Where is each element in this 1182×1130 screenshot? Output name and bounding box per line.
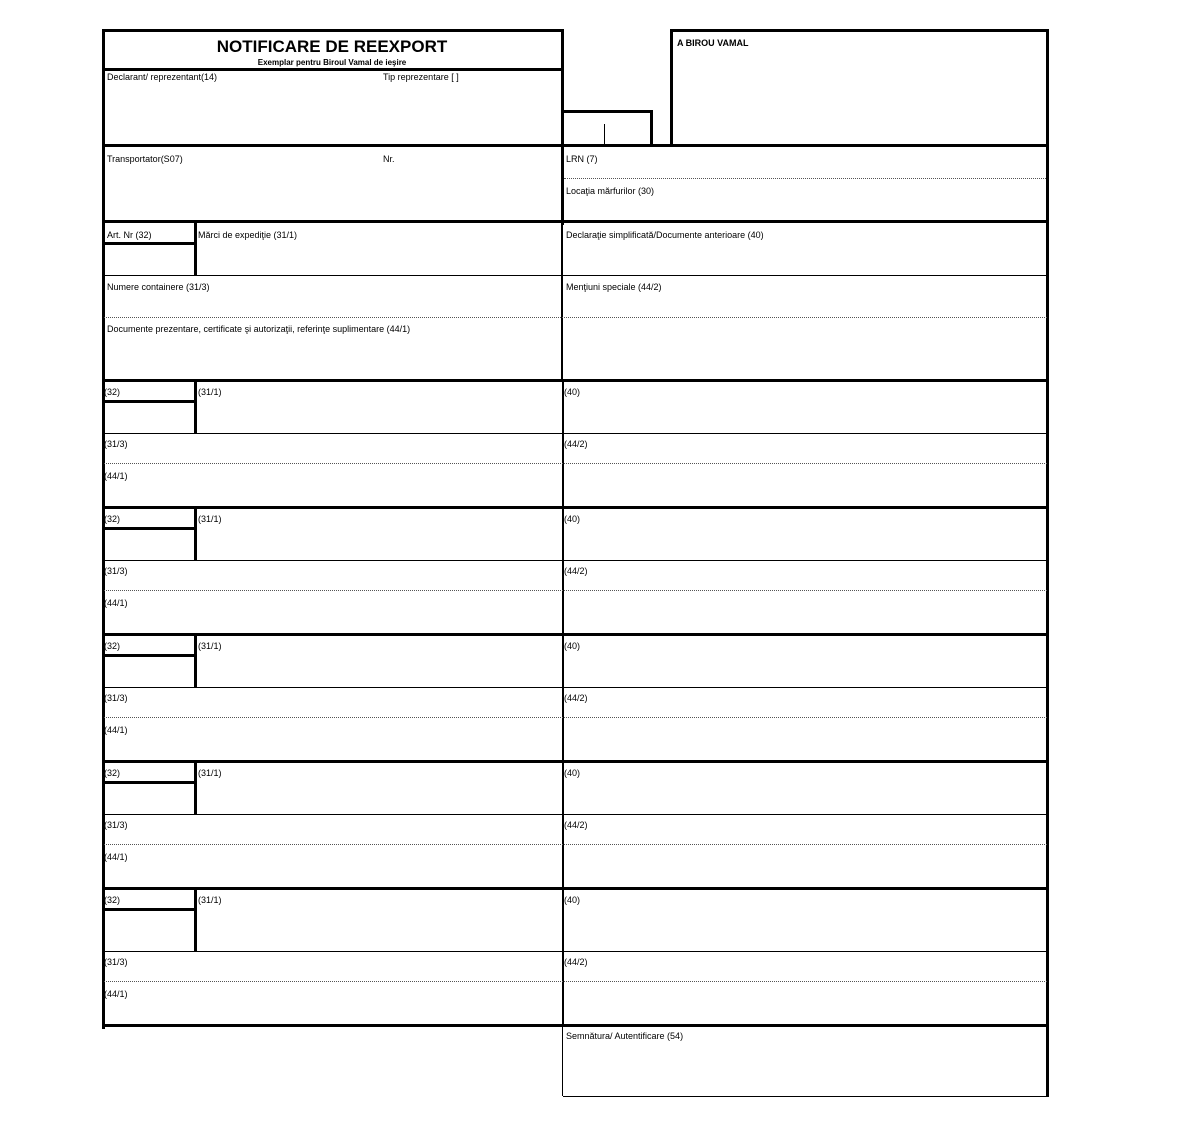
item-bottom-border <box>102 633 1049 636</box>
item-40-field[interactable] <box>566 779 1042 811</box>
transport-bottom <box>102 220 1049 223</box>
item-441-right-field[interactable] <box>566 723 1042 757</box>
carrier-field[interactable] <box>106 165 558 217</box>
office-border-left <box>670 29 673 147</box>
item-441-label: (44/1) <box>104 598 128 608</box>
item-32-underline <box>102 527 196 530</box>
office-border-top <box>670 29 1049 32</box>
office-label: A BIROU VAMAL <box>677 38 749 48</box>
art-label: Art. Nr (32) <box>107 230 152 240</box>
item-32-underline <box>102 400 196 403</box>
item-40-field[interactable] <box>566 906 1042 948</box>
item-311-label: (31/1) <box>198 895 222 905</box>
small-box-right <box>650 110 653 147</box>
item-313-label: (31/3) <box>104 439 128 449</box>
item-32-underline <box>102 908 196 911</box>
item-311-label: (31/1) <box>198 641 222 651</box>
item-40-label: (40) <box>564 768 581 778</box>
art-divider <box>194 222 197 275</box>
item-40-label: (40) <box>564 387 581 397</box>
lrn-field[interactable] <box>566 165 1042 177</box>
simplified-label: Declaraţie simplificată/Documente anterioare (40) <box>566 230 764 240</box>
item-442-label: (44/2) <box>564 957 588 967</box>
item-40-field[interactable] <box>566 525 1042 557</box>
item-441-label: (44/1) <box>104 471 128 481</box>
title-divider <box>102 68 564 71</box>
containers-label: Numere containere (31/3) <box>107 282 210 292</box>
mid-border-top <box>561 29 564 225</box>
signature-field[interactable] <box>566 1043 1042 1093</box>
item-bottom-border <box>102 1024 1049 1027</box>
lrn-divider <box>564 178 1046 179</box>
special-label: Menţiuni speciale (44/2) <box>566 282 662 292</box>
item-441-label: (44/1) <box>104 725 128 735</box>
signature-left-border <box>562 1026 563 1096</box>
item-313-field[interactable] <box>106 450 558 462</box>
item-313-field[interactable] <box>106 831 558 843</box>
item-442-label: (44/2) <box>564 439 588 449</box>
documents-right-field[interactable] <box>566 322 1042 377</box>
item-313-label: (31/3) <box>104 566 128 576</box>
item-441-field[interactable] <box>106 1000 558 1021</box>
item-313-label: (31/3) <box>104 957 128 967</box>
signature-label: Semnătura/ Autentificare (54) <box>566 1031 684 1041</box>
signature-bottom <box>563 1096 1049 1097</box>
item-32-field[interactable] <box>106 785 192 811</box>
art-field[interactable] <box>106 246 192 273</box>
item-442-field[interactable] <box>566 704 1042 716</box>
item-dotted-line <box>104 981 1047 982</box>
location-field[interactable] <box>566 197 1042 217</box>
item-row1-line <box>104 433 1047 434</box>
item-441-right-field[interactable] <box>566 469 1042 503</box>
documents-field[interactable] <box>106 335 558 377</box>
title-border-top <box>102 29 564 32</box>
special-field[interactable] <box>566 293 1042 315</box>
item-32-label: (32) <box>104 387 121 397</box>
item-header-dots <box>104 317 1047 318</box>
item-32-field[interactable] <box>106 404 192 430</box>
item-313-field[interactable] <box>106 704 558 716</box>
item-441-label: (44/1) <box>104 989 128 999</box>
item-row1-line <box>104 814 1047 815</box>
item-311-field[interactable] <box>198 652 558 684</box>
header-bottom <box>102 144 1049 147</box>
representation-label: Tip reprezentare [ ] <box>383 72 459 82</box>
number-label: Nr. <box>383 154 395 164</box>
item-441-field[interactable] <box>106 609 558 630</box>
item-32-divider <box>194 381 197 433</box>
right-border <box>1046 29 1049 1097</box>
item-313-field[interactable] <box>106 577 558 589</box>
small-box-top <box>564 110 653 113</box>
item-311-label: (31/1) <box>198 514 222 524</box>
item-442-label: (44/2) <box>564 566 588 576</box>
item-311-field[interactable] <box>198 398 558 430</box>
item-header-line1 <box>104 275 1047 276</box>
item-311-label: (31/1) <box>198 387 222 397</box>
item-40-label: (40) <box>564 514 581 524</box>
item-32-label: (32) <box>104 768 121 778</box>
item-311-field[interactable] <box>198 906 558 948</box>
simplified-field[interactable] <box>566 241 1042 273</box>
carrier-label: Transportator(S07) <box>107 154 183 164</box>
item-442-field[interactable] <box>566 450 1042 462</box>
declarant-field[interactable] <box>106 82 558 142</box>
item-311-label: (31/1) <box>198 768 222 778</box>
item-442-field[interactable] <box>566 577 1042 589</box>
item-row1-line <box>104 560 1047 561</box>
item-32-divider <box>194 508 197 560</box>
item-bottom-border <box>102 506 1049 509</box>
item-dotted-line <box>104 590 1047 591</box>
item-313-label: (31/3) <box>104 693 128 703</box>
item-311-field[interactable] <box>198 779 558 811</box>
item-dotted-line <box>104 844 1047 845</box>
item-32-label: (32) <box>104 895 121 905</box>
item-40-field[interactable] <box>566 652 1042 684</box>
item-header-mid <box>561 222 563 382</box>
art-underline <box>102 242 196 245</box>
marks-field[interactable] <box>198 241 558 273</box>
documents-label: Documente prezentare, certificate şi autorizaţii, referinţe suplimentare (44/1) <box>107 324 411 334</box>
marks-label: Mărci de expediţie (31/1) <box>198 230 298 240</box>
item-bottom-border <box>102 887 1049 890</box>
item-311-field[interactable] <box>198 525 558 557</box>
item-32-field[interactable] <box>106 912 192 948</box>
item-40-label: (40) <box>564 641 581 651</box>
item-441-right-field[interactable] <box>566 596 1042 630</box>
item-441-right-field[interactable] <box>566 987 1042 1021</box>
item-441-field[interactable] <box>106 863 558 884</box>
item-442-field[interactable] <box>566 968 1042 980</box>
item-32-divider <box>194 762 197 814</box>
item-bottom-border <box>102 760 1049 763</box>
item-441-field[interactable] <box>106 482 558 503</box>
lrn-label: LRN (7) <box>566 154 598 164</box>
declarant-label: Declarant/ reprezentant(14) <box>107 72 218 82</box>
item-row1-line <box>104 687 1047 688</box>
item-442-label: (44/2) <box>564 820 588 830</box>
item-32-field[interactable] <box>106 658 192 684</box>
item-header-bottom <box>102 379 1049 382</box>
item-row1-line <box>104 951 1047 952</box>
item-32-divider <box>194 635 197 687</box>
item-40-field[interactable] <box>566 398 1042 430</box>
item-32-underline <box>102 781 196 784</box>
item-dotted-line <box>104 717 1047 718</box>
item-dotted-line <box>104 463 1047 464</box>
item-32-field[interactable] <box>106 531 192 557</box>
item-32-label: (32) <box>104 514 121 524</box>
form-subtitle: Exemplar pentru Biroul Vamal de ieşire <box>257 58 407 67</box>
containers-field[interactable] <box>106 293 558 315</box>
item-441-label: (44/1) <box>104 852 128 862</box>
item-32-underline <box>102 654 196 657</box>
item-32-label: (32) <box>104 641 121 651</box>
office-field[interactable] <box>676 50 1042 142</box>
item-441-field[interactable] <box>106 736 558 757</box>
item-442-label: (44/2) <box>564 693 588 703</box>
item-32-divider <box>194 889 197 951</box>
form-title: NOTIFICARE DE REEXPORT <box>216 37 448 56</box>
item-441-right-field[interactable] <box>566 850 1042 884</box>
control-box[interactable] <box>566 114 650 144</box>
item-313-label: (31/3) <box>104 820 128 830</box>
item-442-field[interactable] <box>566 831 1042 843</box>
item-313-field[interactable] <box>106 968 558 980</box>
location-label: Locaţia mărfurilor (30) <box>566 186 655 196</box>
item-40-label: (40) <box>564 895 581 905</box>
